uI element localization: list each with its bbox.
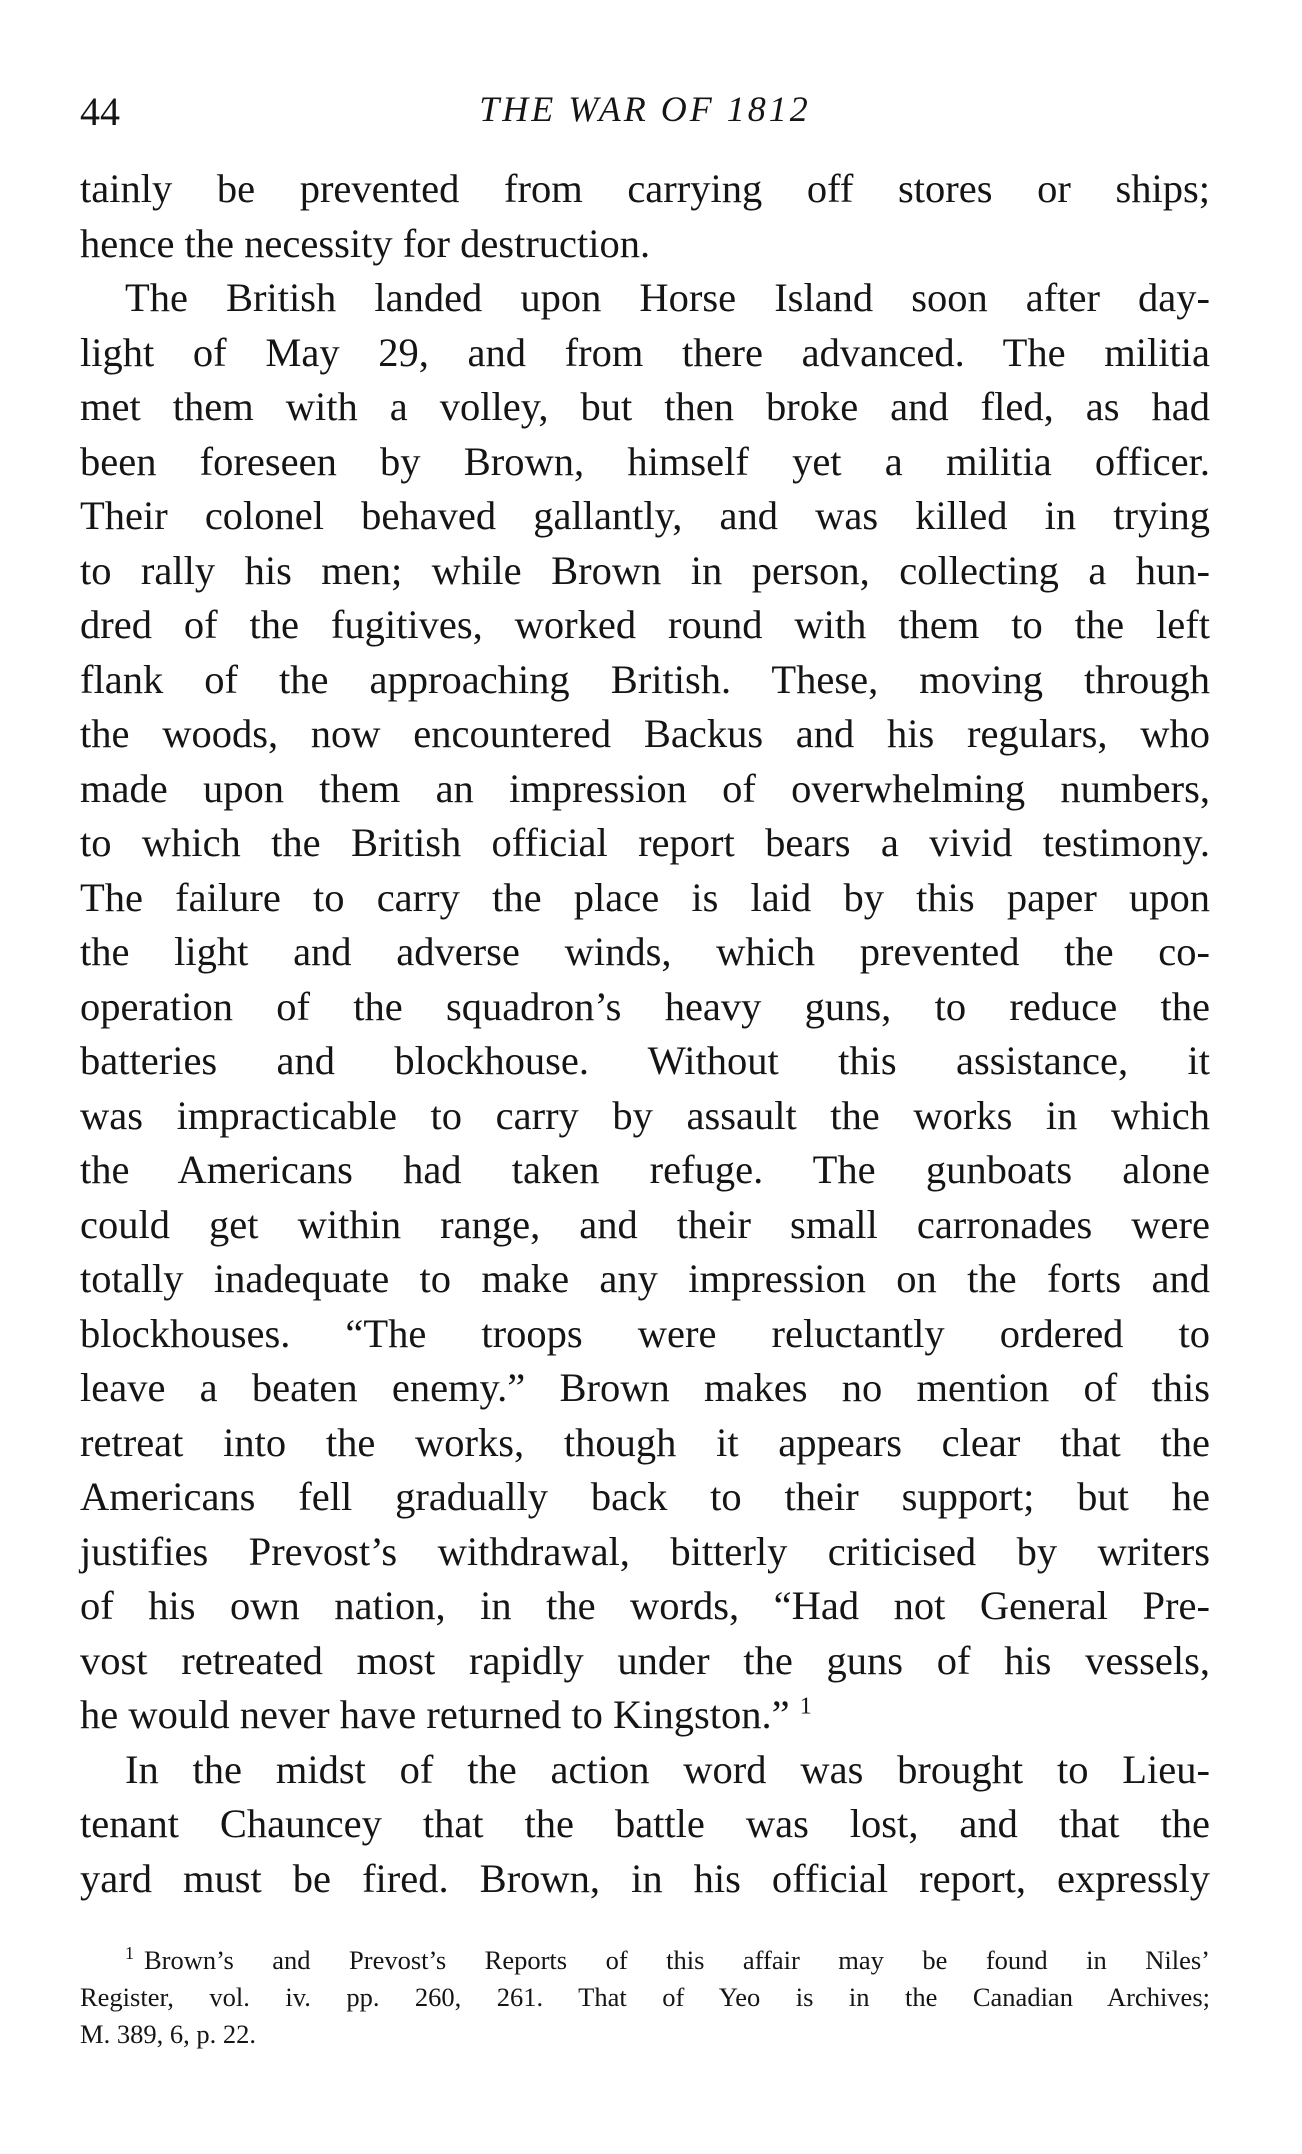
text-line: tenant Chauncey that the battle was lost, and that the xyxy=(80,1801,1210,1846)
text-line: Americans fell gradually back to their support; but he xyxy=(80,1474,1210,1519)
footnote-line xyxy=(80,1942,1210,1979)
text-line: operation of the squadron’s heavy guns, to reduce the xyxy=(80,983,1210,1029)
text-line: light of May 29, and from there advanced. The militia xyxy=(80,329,1210,375)
text-line: flank of the approaching British. These, moving through xyxy=(80,656,1210,702)
footnote xyxy=(80,1942,1210,2053)
text-line: vost retreated most rapidly under the guns of his vessels, xyxy=(80,1637,1210,1683)
paragraph-continuation xyxy=(80,162,1210,271)
text-line: batteries and blockhouse. Without this assistance, it xyxy=(80,1038,1210,1083)
text-line: the light and adverse winds, which prevented the co- xyxy=(80,929,1210,974)
book-page xyxy=(80,88,1210,2053)
text-line: The British landed upon Horse Island soon after day- xyxy=(125,275,1210,320)
text-line xyxy=(80,1688,1210,1743)
footnote-reference: 1 xyxy=(799,1693,812,1720)
text-line: was impracticable to carry by assault the works in which xyxy=(80,1092,1210,1138)
text-line: blockhouses. “The troops were reluctantly ordered to xyxy=(80,1310,1210,1356)
paragraph-british-landing xyxy=(80,271,1210,1743)
text-line: Their colonel behaved gallantly, and was killed in trying xyxy=(80,493,1210,538)
footnote-text: Brown’s and Prevost’s Reports of this affair may be found in Niles’ xyxy=(144,1945,1210,1975)
footnote-marker: 1 xyxy=(125,1943,134,1964)
text-line: the Americans had taken refuge. The gunboats alone xyxy=(80,1147,1210,1192)
text-line: justifies Prevost’s withdrawal, bitterly criticised by writers xyxy=(80,1528,1210,1574)
text-line: the woods, now encountered Backus and his regulars, who xyxy=(80,711,1210,756)
text-line: to rally his men; while Brown in person, collecting a hun- xyxy=(80,547,1210,593)
text-line: hence the necessity for destruction. xyxy=(80,220,651,266)
text-line: In the midst of the action word was brought to Lieu- xyxy=(125,1746,1210,1792)
footnote-line: Register, vol. iv. pp. 260, 261. That of Yeo is in the Canadian Archives; xyxy=(80,1982,1210,2012)
body-text xyxy=(80,162,1210,1906)
running-title: THE WAR OF 1812 xyxy=(479,89,811,129)
text-line: totally inadequate to make any impression on the forts and xyxy=(80,1256,1210,1301)
text-line: retreat into the works, though it appears clear that the xyxy=(80,1419,1210,1465)
text-line: The failure to carry the place is laid by this paper upon xyxy=(80,874,1210,920)
paragraph-chauncey xyxy=(80,1743,1210,1907)
text-line: been foreseen by Brown, himself yet a militia officer. xyxy=(80,438,1210,484)
running-head xyxy=(80,88,1210,144)
text-line: yard must be fired. Brown, in his official report, expressly xyxy=(80,1855,1210,1901)
text-line: dred of the fugitives, worked round with them to the left xyxy=(80,602,1210,647)
text-line: to which the British official report bears a vivid testimony. xyxy=(80,820,1210,865)
text-line: met them with a volley, but then broke and fled, as had xyxy=(80,384,1210,429)
text-line: of his own nation, in the words, “Had not General Pre- xyxy=(80,1583,1210,1628)
text-line: made upon them an impression of overwhelming numbers, xyxy=(80,765,1210,811)
text-line: could get within range, and their small carronades were xyxy=(80,1201,1210,1247)
page-number: 44 xyxy=(80,89,120,134)
footnote-line: M. 389, 6, p. 22. xyxy=(80,2019,256,2049)
text-line-content: he would never have returned to Kingston.” xyxy=(80,1692,790,1737)
text-line: tainly be prevented from carrying off stores or ships; xyxy=(80,166,1210,211)
text-line: leave a beaten enemy.” Brown makes no mention of this xyxy=(80,1365,1210,1410)
